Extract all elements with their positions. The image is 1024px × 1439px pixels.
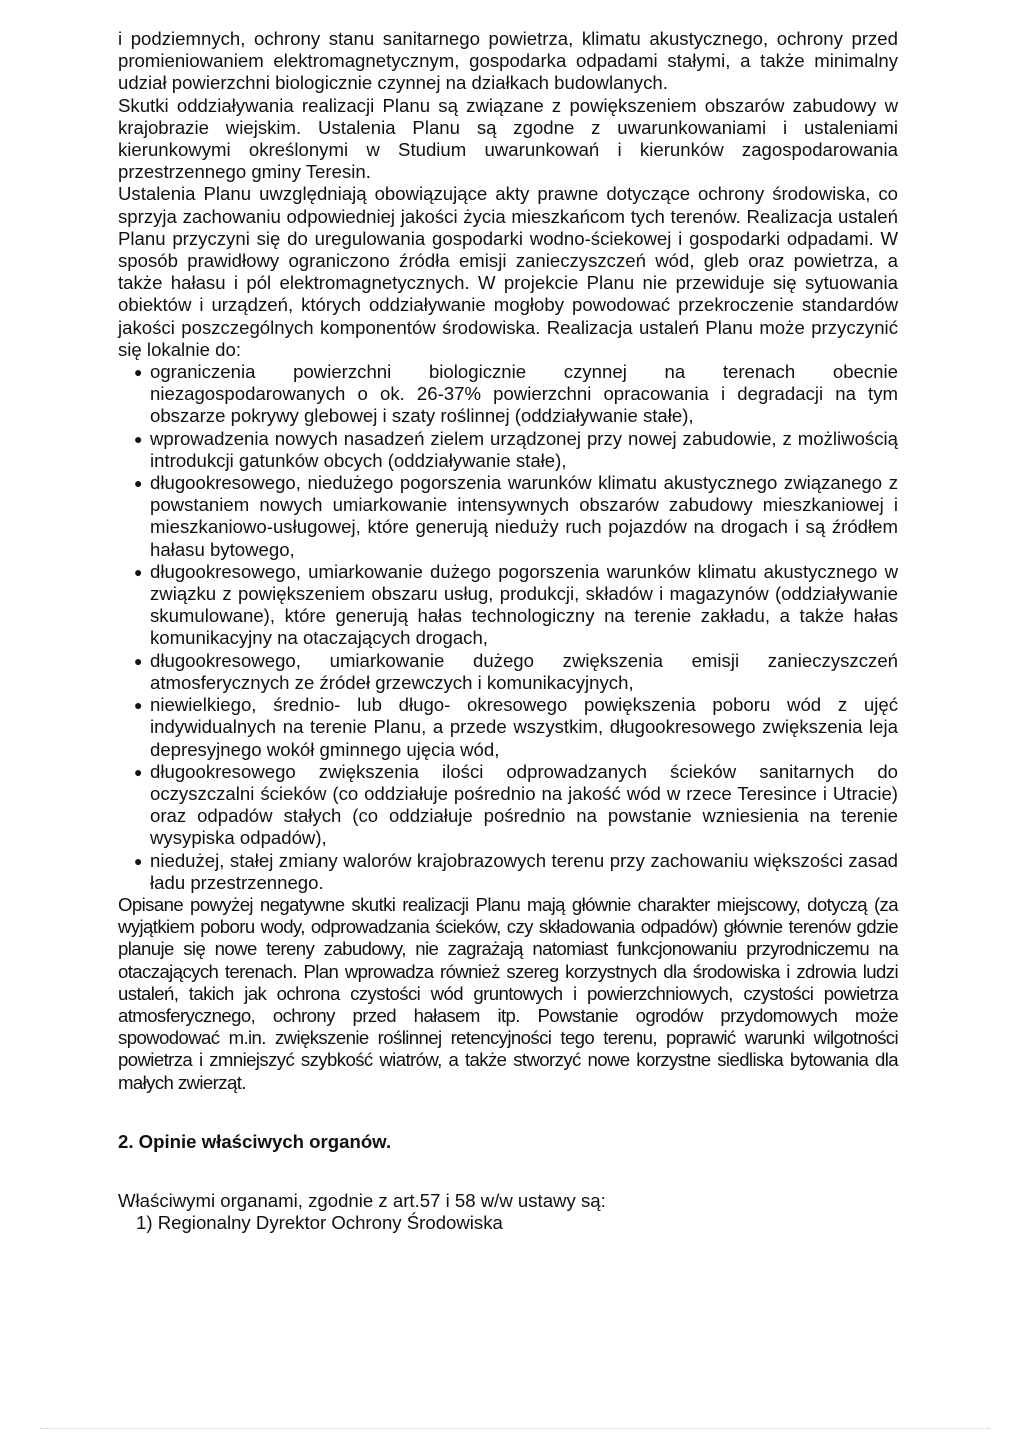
closing-paragraph: Opisane powyżej negatywne skutki realizacji Planu mają głównie charakter miejscowy, dotyczą (za wyjątkiem poboru wody, odprowadzania ścieków, czy składowania odpadów) głównie terenów gdzie planuje się nowe tereny zabudowy, nie zagrażają natomiast funkcjonowaniu przyrodniczemu na otaczających terenach. Plan wprowadza również szereg korzystnych dla środowiska i zdrowia ludzi ustaleń, takich jak ochrona czystości wód gruntowych i powierzchniowych, czystości powietrza atmosferycznego, ochrony przed hałasem itp. Powstanie ogrodów przydomowych może spowodować m.in. zwiększenie roślinnej retencyjności tego terenu, poprawić warunki wilgotności powietrza i zmniejszyć szybkość wiatrów, a także stworzyć nowe korzystne siedliska bytowania dla małych zwierząt. [118,893,898,1093]
bullet-text: długookresowego zwiększenia ilości odprowadzanych ścieków sanitarnych do oczyszczalni ścieków (co oddziałuje pośrednio na jakość wód w rzece Teresince i Utracie) oraz odpadów stałych (co oddziałuje pośrednio na powstanie wzniesienia na terenie wysypiska odpadów), [150,760,898,849]
bullet-item [134,560,898,650]
bullet-icon: ● [134,852,143,869]
bullet-icon: ● [134,652,143,669]
bullet-icon: ● [134,563,143,580]
bullet-text: długookresowego, umiarkowanie dużego zwiększenia emisji zanieczyszczeń atmosferycznych ze źródeł grzewczych i komunikacyjnych, [150,649,898,693]
bullet-item [134,694,898,761]
bullet-item [134,427,898,472]
bullet-icon: ● [134,697,143,714]
bullet-text: długookresowego, niedużego pogorszenia warunków klimatu akustycznego związanego z powstaniem nowych umiarkowanie intensywnych obszarów zabudowy mieszkaniowej i mieszkaniowo-usługowej, które generują nieduży ruch pojazdów na drogach i są źródłem hałasu bytowego, [150,472,898,560]
section-heading: 2. Opinie właściwych organów. [118,1130,392,1152]
bullet-text: niewielkiego, średnio- lub długo- okresowego powiększenia poboru wód z ujęć indywidualnych na terenie Planu, a przede wszystkim, długookresowego zwiększenia leja depresyjnego wokół gminnego ujęcia wód, [150,694,898,760]
bullet-icon: ● [134,763,143,780]
bullet-text: niedużej, stałej zmiany walorów krajobrazowych terenu przy zachowaniu większości zasad ładu przestrzennego. [150,849,898,893]
bullet-text: wprowadzenia nowych nasadzeń zielem urządzonej przy nowej zabudowie, z możliwością introdukcji gatunków obcych (oddziaływanie stałe), [150,427,898,471]
document-page [118,28,898,1234]
paragraph-1: i podziemnych, ochrony stanu sanitarnego powietrza, klimatu akustycznego, ochrony przed promieniowaniem elektromagnetycznym, gospodarka odpadami stałymi, a także minimalny udział powierzchni biologicznie czynnej na działkach budowlanych. [118,28,898,94]
bullet-text: ograniczenia powierzchni biologicznie czynnej na terenach obecnie niezagospodarowanych o ok. 26-37% powierzchni opracowania i degradacji na tym obszarze pokrywy glebowej i szaty roślinnej (oddziaływanie stałe), [150,361,898,427]
paragraph-2: Skutki oddziaływania realizacji Planu są związane z powiększeniem obszarów zabudowy w krajobrazie wiejskim. Ustalenia Planu są zgodne z uwarunkowaniami i ustaleniami kierunkowymi określonymi w Studium uwarunkowań i kierunków zagospodarowania przestrzennego gminy Teresin. [118,94,898,183]
bullet-text: długookresowego, umiarkowanie dużego pogorszenia warunków klimatu akustycznego w związku z powiększeniem obszaru usług, produkcji, składów i magazynów (oddziaływanie skumulowane), które generują hałas technologiczny na terenie zakładu, a także hałas komunikacyjny na otaczających drogach, [150,560,898,649]
bullet-icon: ● [134,475,143,492]
bullet-item [134,361,898,428]
numbered-list [118,1212,898,1234]
bullet-icon: ● [134,364,143,381]
scan-artifact-line [40,1428,990,1430]
bullet-item [134,760,898,850]
bullet-icon: ● [134,430,143,447]
bullet-item [134,849,898,894]
numbered-item: 1) Regionalny Dyrektor Ochrony Środowiska [136,1212,503,1234]
bullet-item [134,472,898,561]
bullet-item [134,649,898,694]
intro-line: Właściwymi organami, zgodnie z art.57 i 58 w/w ustawy są: [118,1189,606,1211]
effects-bullet-list [118,361,898,894]
paragraph-3: Ustalenia Planu uwzględniają obowiązujące akty prawne dotyczące ochrony środowiska, co sprzyja zachowaniu odpowiedniej jakości życia mieszkańcom tych terenów. Realizacja ustaleń Planu przyczyni się do uregulowania gospodarki wodno-ściekowej i gospodarki odpadami. W sposób prawidłowy ograniczono źródła emisji zanieczyszczeń wód, gleb oraz powietrza, a także hałasu i pól elektromagnetycznych. W projekcie Planu nie przewiduje się sytuowania obiektów i urządzeń, których oddziaływanie mogłoby powodować przekroczenie standardów jakości poszczególnych komponentów środowiska. Realizacja ustaleń Planu może przyczynić się lokalnie do: [118,183,898,360]
